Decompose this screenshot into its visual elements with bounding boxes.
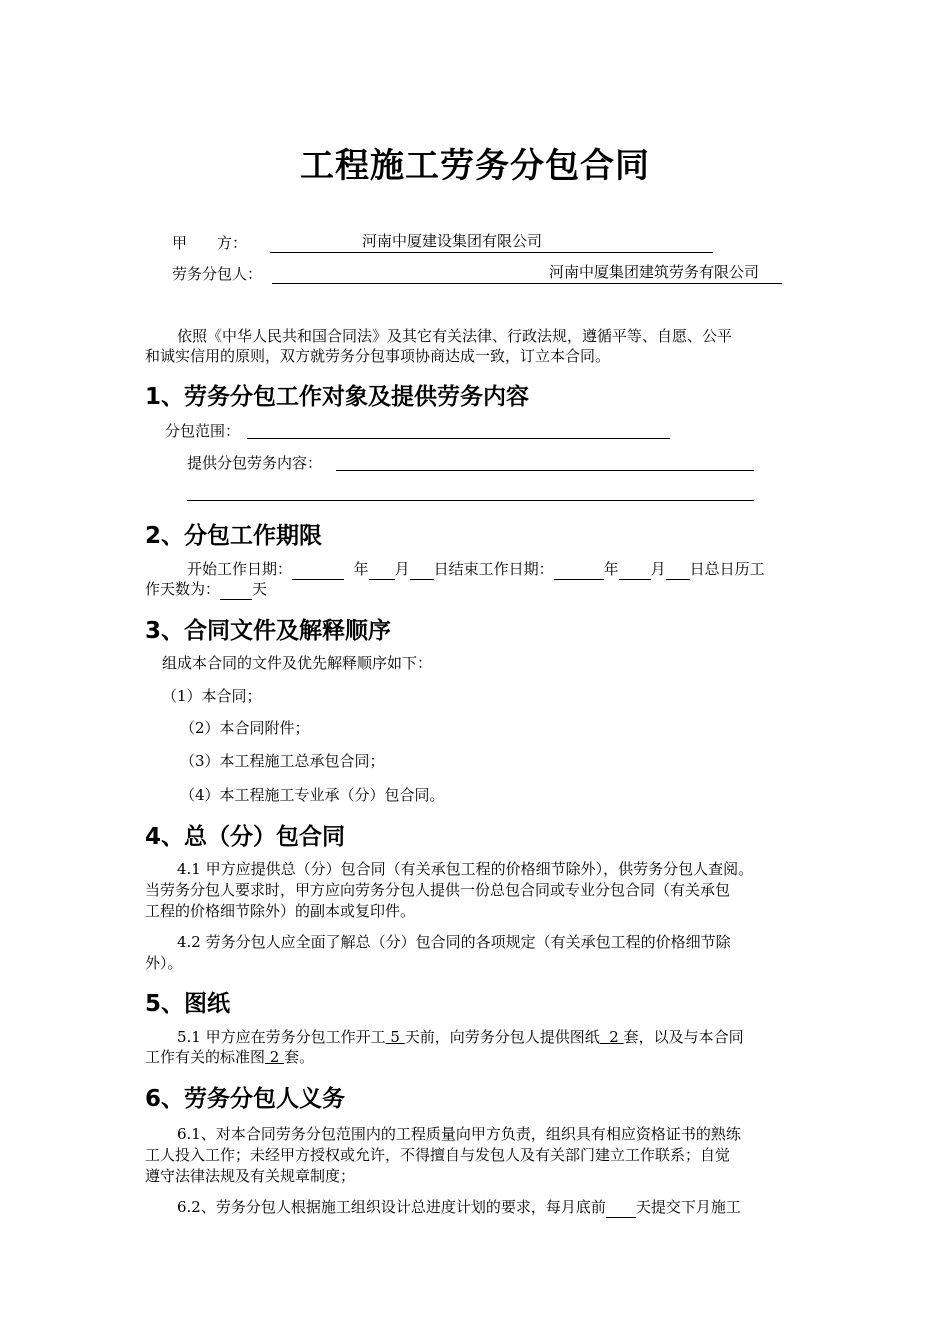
s6-p2-text-b: 天提交下月施工 [635,1198,741,1216]
drawings-days-value: 5 [385,1028,405,1046]
drawings-sets-value: 2 [599,1028,624,1046]
party-a-label: 甲 方： [172,234,248,252]
intro-line-2: 和诚实信用的原则，双方就劳务分包事项协商达成一致，订立本合同。 [145,347,611,365]
doc-item-4: （4）本工程施工专业承（分）包合同。 [180,786,445,804]
work-days-label: 作天数为： [145,580,221,598]
s6-p1-line-2: 工人投入工作；未经甲方授权或允许，不得擅自与发包人及有关部门建立工作联系；自觉 [145,1146,731,1164]
section-3-heading: 3、合同文件及解释顺序 [145,618,392,644]
docs-intro: 组成本合同的文件及优先解释顺序如下： [162,654,433,672]
intro-line-1: 依照《中华人民共和国合同法》及其它有关法律、行政法规，遵循平等、自愿、公平 [177,327,733,345]
s6-p2-line-1 [177,1197,741,1218]
party-b-underline [272,283,782,284]
start-year-blank [292,561,344,580]
year-text: 年 [353,560,369,578]
total-days-label: 日总日历工 [689,560,765,578]
document-title: 工程施工劳务分包合同 [300,146,650,186]
end-month-blank [619,561,651,580]
party-a-underline [270,252,713,253]
month-text: 月 [394,560,410,578]
s4-p1-line-1: 4.1 甲方应提供总（分）包合同（有关承包工程的价格细节除外），供劳务分包人查阅。 [177,860,754,878]
content-blank-2 [187,500,754,501]
period-line-2 [145,579,267,600]
party-a-value: 河南中厦建设集团有限公司 [362,232,543,250]
drawings-text-c: 套，以及与本合同 [623,1028,744,1046]
end-day-blank [666,561,690,580]
day-unit: 天 [252,580,268,598]
party-b-value: 河南中厦集团建筑劳务有限公司 [549,263,760,281]
section-6-heading: 6、劳务分包人义务 [145,1086,346,1112]
s4-p2-line-1: 4.2 劳务分包人应全面了解总（分）包合同的各项规定（有关承包工程的价格细节除 [177,933,731,951]
scope-blank [247,438,670,439]
section-4-heading: 4、总（分）包合同 [145,824,346,850]
month-text-2: 月 [650,560,666,578]
start-day-blank [410,561,434,580]
scope-label: 分包范围： [165,422,241,440]
s4-p1-line-3: 工程的价格细节除外）的副本或复印件。 [145,902,416,920]
section-1-heading: 1、劳务分包工作对象及提供劳务内容 [145,384,530,410]
work-days-blank [220,581,252,600]
s6-p1-line-1: 6.1、对本合同劳务分包范围内的工程质量向甲方负责，组织具有相应资格证书的熟练 [177,1125,741,1143]
party-b-label: 劳务分包人： [172,265,263,283]
section-2-heading: 2、分包工作期限 [145,523,323,549]
s6-days-blank [606,1199,636,1218]
standard-drawings-sets-value: 2 [265,1048,285,1066]
content-blank-1 [336,470,754,471]
s6-p2-text-a: 6.2、劳务分包人根据施工组织设计总进度计划的要求，每月底前 [177,1198,606,1216]
s4-p1-line-2: 当劳务分包人要求时，甲方应向劳务分包人提供一份总包合同或专业分包合同（有关承包 [145,881,731,899]
doc-item-3: （3）本工程施工总承包合同； [180,752,385,770]
drawings-text-b: 天前，向劳务分包人提供图纸 [404,1028,600,1046]
s6-p1-line-3: 遵守法律法规及有关规章制度； [145,1167,356,1185]
section-5-heading: 5、图纸 [145,991,231,1017]
doc-item-2: （2）本合同附件； [180,719,310,737]
s4-p2-line-2: 外）。 [145,954,183,972]
s5-line-1 [177,1027,744,1048]
doc-item-1: （1）本合同； [162,687,262,705]
s5-line-2 [145,1047,314,1068]
start-month-blank [369,561,395,580]
year-text-2: 年 [603,560,619,578]
end-year-blank [554,561,604,580]
start-date-label: 开始工作日期： [187,560,293,578]
party-a-row [172,233,247,254]
standard-drawings-unit: 套。 [284,1048,315,1066]
drawings-text-a: 5.1 甲方应在劳务分包工作开工 [177,1028,386,1046]
end-date-label: 日结束工作日期： [433,560,554,578]
standard-drawings-text: 工作有关的标准图 [145,1048,266,1066]
content-label: 提供分包劳务内容： [187,454,323,472]
period-line-1 [187,559,765,580]
